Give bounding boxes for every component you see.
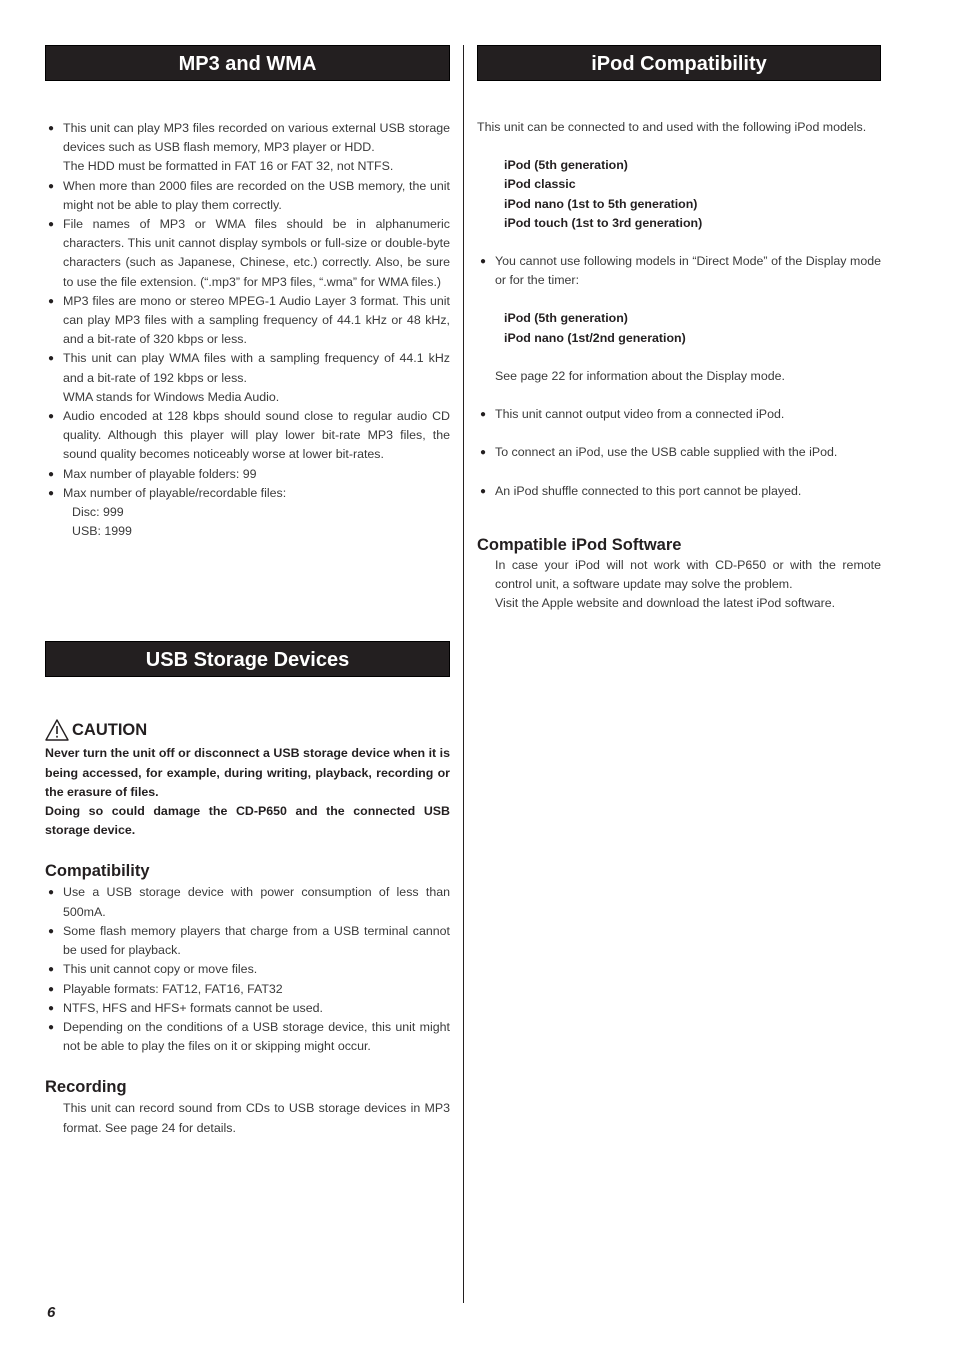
list-item: ● To connect an iPod, use the USB cable supplied with the iPod. xyxy=(477,443,881,462)
list-item: ● An iPod shuffle connected to this port cannot be played. xyxy=(477,482,881,501)
list-item: ● MP3 files are mono or stereo MPEG-1 Audio Layer 3 format. This unit can play MP3 files with a sampling frequency of 44.1 kHz or 48 kHz, and a bit-rate of 320 kbps or less. xyxy=(45,292,450,350)
list-item: ● File names of MP3 or WMA files should be in alphanumeric characters. This unit cannot display symbols or full-size or double-byte characters (such as Japanese, Chinese, etc.) correctly. Also, be sure to use the file extension. (“.mp3” for MP3 files, “.wma” for WMA files.) xyxy=(45,215,450,292)
compatibility-list xyxy=(45,883,450,1056)
list-item: ● When more than 2000 files are recorded on the USB memory, the unit might not be able to play them correctly. xyxy=(45,177,450,215)
mp3-wma-title: MP3 and WMA xyxy=(45,45,450,81)
page-number: 6 xyxy=(47,1304,56,1321)
compatibility-heading: Compatibility xyxy=(45,862,150,881)
ipod-software-heading: Compatible iPod Software xyxy=(477,535,682,554)
recording-text: This unit can record sound from CDs to USB storage devices in MP3 format. See page 24 for details. xyxy=(63,1101,450,1135)
usb-storage-title: USB Storage Devices xyxy=(45,641,450,677)
caution-heading: CAUTION xyxy=(72,720,148,739)
ipod-compat-title: iPod Compatibility xyxy=(477,45,881,81)
list-item: ● Use a USB storage device with power consumption of less than 500mA. xyxy=(45,883,450,921)
list-item: ● Audio encoded at 128 kbps should sound close to regular audio CD quality. Although this player will play lower bit-rate MP3 files, the sound quality becomes noticeably worse at lower bit-rates. xyxy=(45,407,450,465)
see-page-note: See page 22 for information about the Display mode. xyxy=(495,368,785,383)
right-column xyxy=(477,45,881,613)
warning-icon xyxy=(45,719,69,741)
list-item: iPod (5th generation) xyxy=(504,158,628,173)
list-item: ● Max number of playable/recordable files: Disc: 999 USB: 1999 xyxy=(45,484,450,542)
column-divider xyxy=(463,45,464,1303)
list-item: iPod touch (1st to 3rd generation) xyxy=(504,215,703,230)
list-item: iPod (5th generation) xyxy=(504,311,628,326)
recording-heading: Recording xyxy=(45,1078,127,1097)
list-item: ● This unit can play MP3 files recorded on various external USB storage devices such as USB flash memory, MP3 player or HDD. The HDD must be formatted in FAT 16 or FAT 32, not NTFS. xyxy=(45,119,450,177)
ipod-note-list xyxy=(477,252,881,290)
ipod-software-text: In case your iPod will not work with CD-P650 or with the remote control unit, a software update may solve the problem. Visit the Apple website and download the latest iPod software. xyxy=(495,557,881,611)
list-item: ● This unit can play WMA files with a sampling frequency of 44.1 kHz and a bit-rate of 192 kbps or less. WMA stands for Windows Media Audio. xyxy=(45,349,450,407)
ipod-model-list xyxy=(477,156,881,233)
left-column xyxy=(45,45,450,1138)
list-item: ● This unit cannot copy or move files. xyxy=(45,960,450,979)
caution-section xyxy=(45,719,450,840)
list-item: ● Depending on the conditions of a USB storage device, this unit might not be able to play the files on it or skipping might occur. xyxy=(45,1018,450,1056)
list-item: ● This unit cannot output video from a connected iPod. xyxy=(477,405,881,424)
ipod-intro: This unit can be connected to and used with the following iPod models. xyxy=(477,120,867,134)
ipod-model-list-2 xyxy=(477,309,881,347)
list-item: iPod nano (1st to 5th generation) xyxy=(504,196,698,211)
list-item: ● Some flash memory players that charge from a USB terminal cannot be used for playback. xyxy=(45,922,450,960)
list-item: ● You cannot use following models in “Direct Mode” of the Display mode or for the timer: xyxy=(477,252,881,290)
list-item: ● NTFS, HFS and HFS+ formats cannot be used. xyxy=(45,999,450,1018)
caution-text: Never turn the unit off or disconnect a USB storage device when it is being accessed, for example, during writing, playback, recording or the erasure of files. Doing so could damage the CD-P650 and the connected USB storage device. xyxy=(45,746,450,838)
list-item: ● Playable formats: FAT12, FAT16, FAT32 xyxy=(45,980,450,999)
ipod-notes xyxy=(477,405,881,424)
list-item: iPod nano (1st/2nd generation) xyxy=(504,330,686,345)
mp3-list xyxy=(45,119,450,541)
list-item: iPod classic xyxy=(504,177,576,192)
list-item: ● Max number of playable folders: 99 xyxy=(45,465,450,484)
